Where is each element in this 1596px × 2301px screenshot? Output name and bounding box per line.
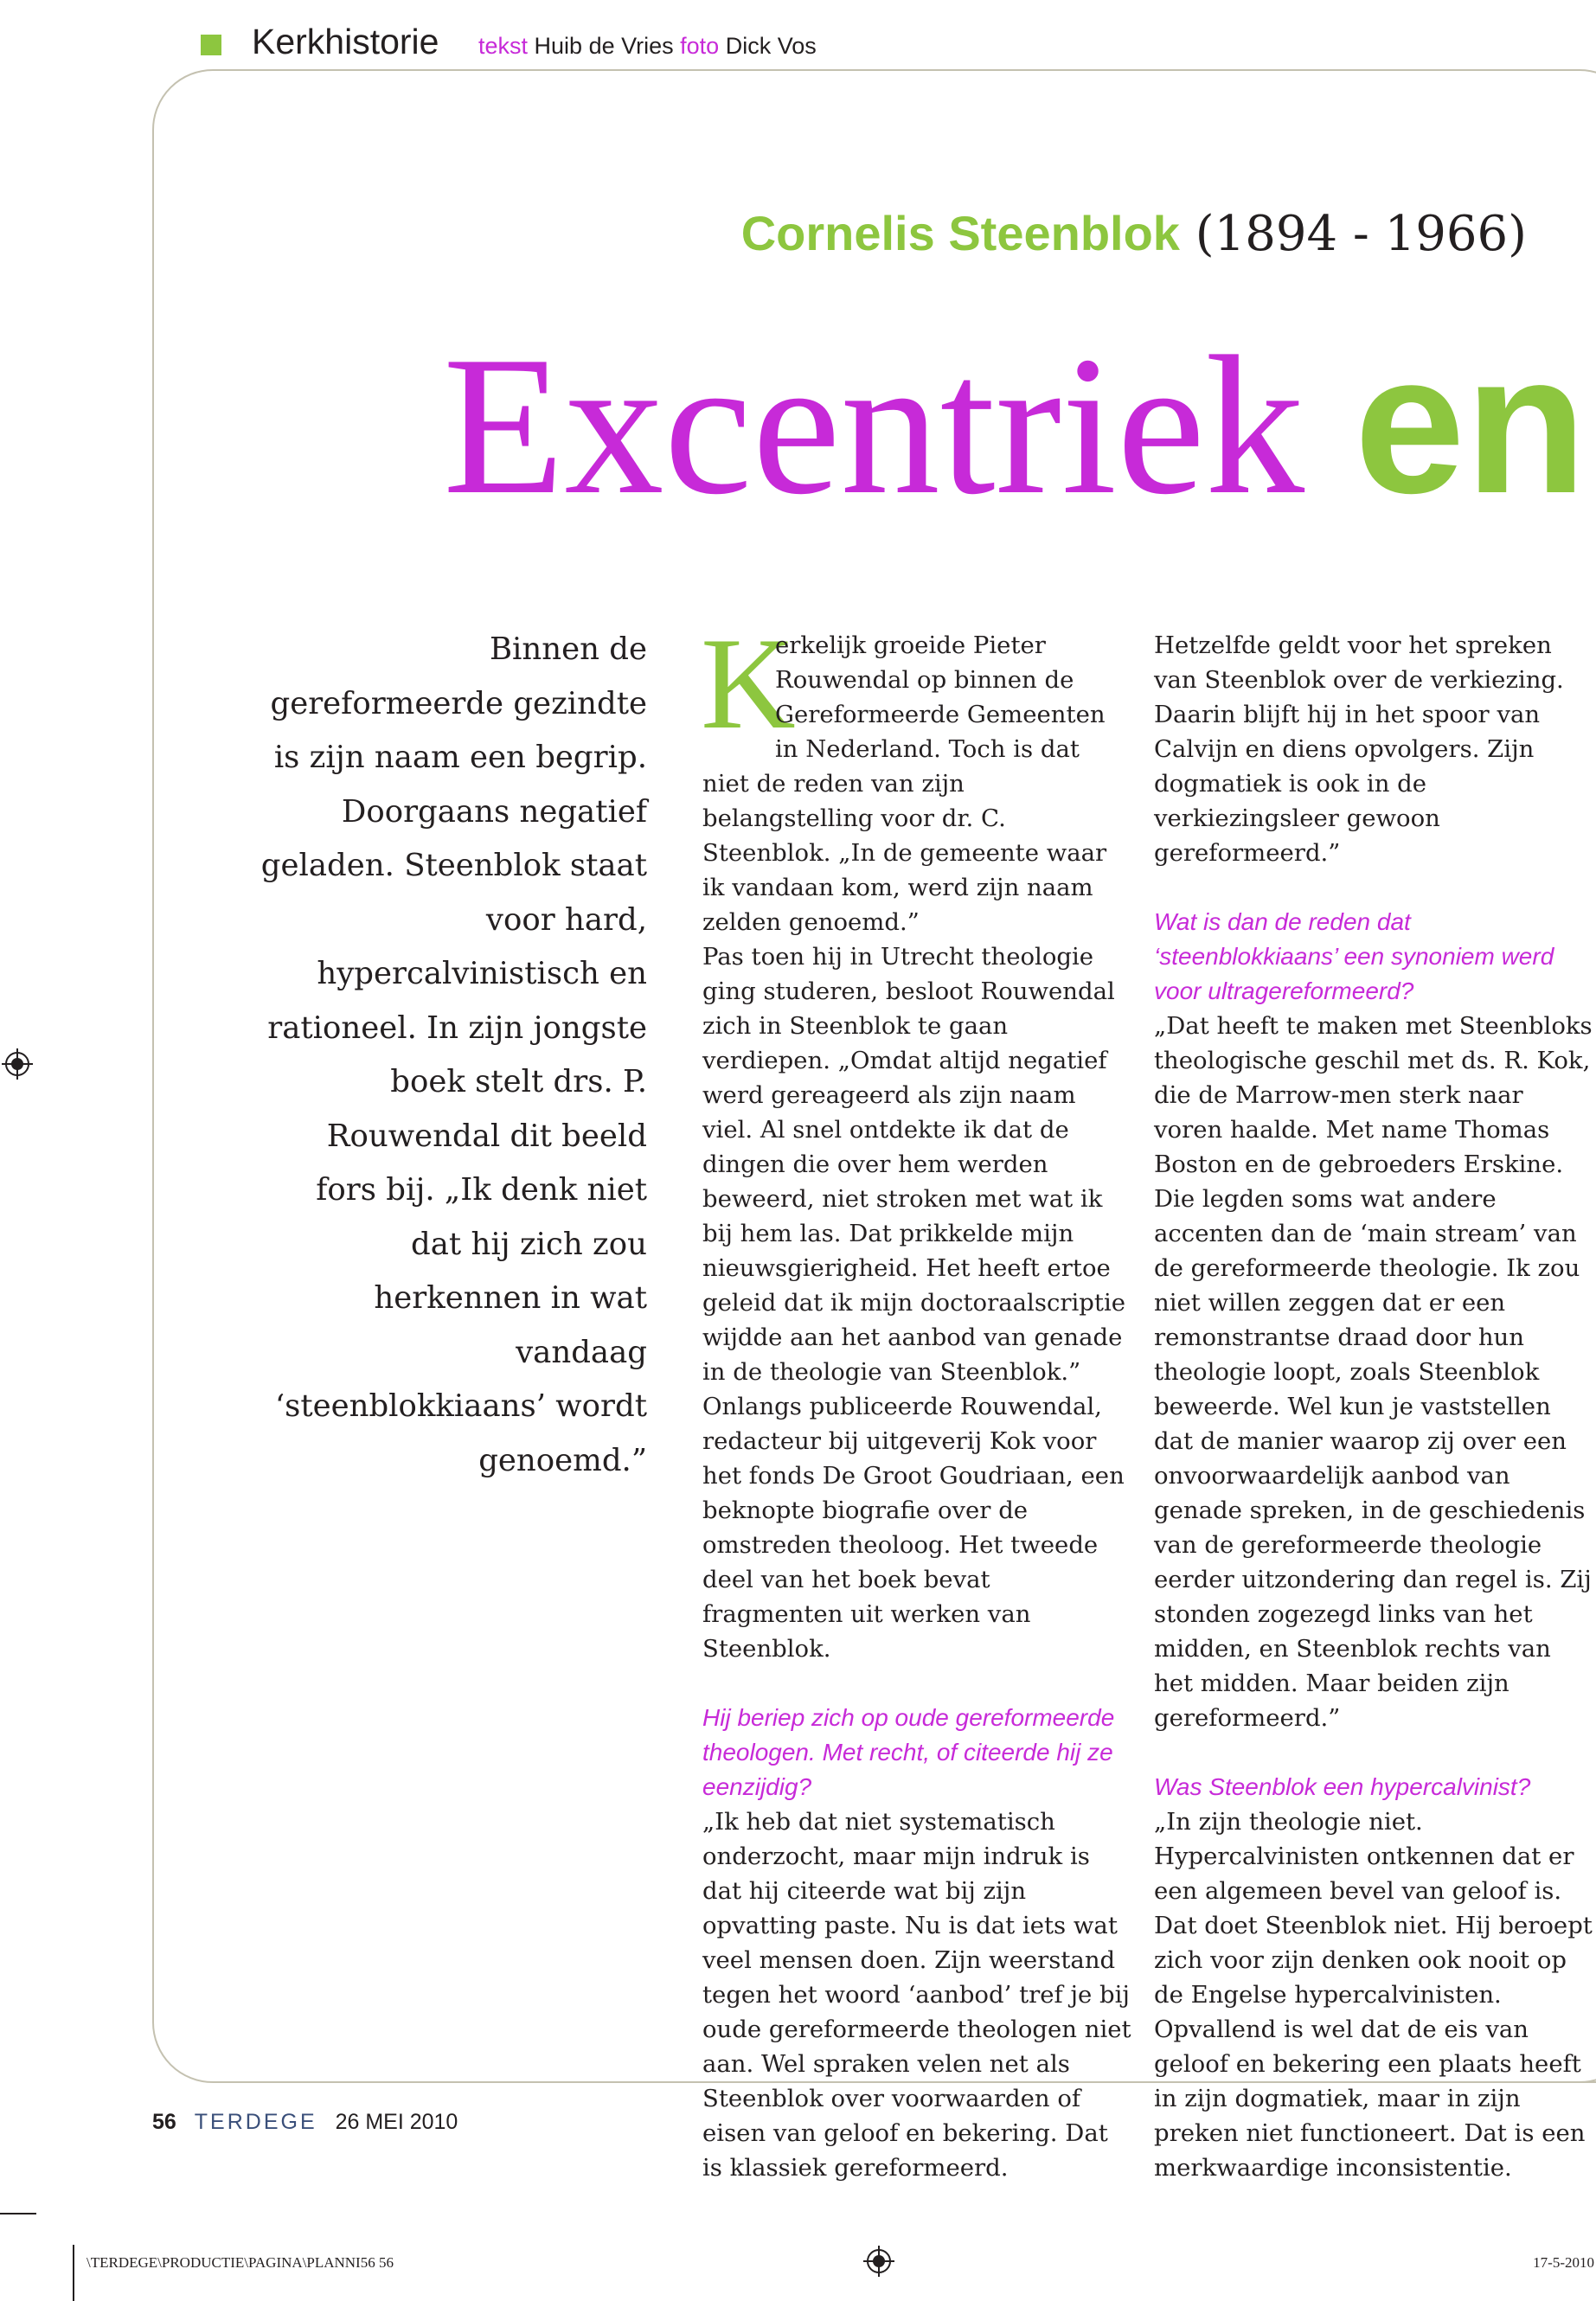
byline <box>478 29 817 62</box>
page-number: 56 <box>152 2110 176 2134</box>
page-footer <box>152 2107 458 2137</box>
magazine-name: TERDEGE <box>194 2110 317 2134</box>
drop-cap: K <box>701 611 796 756</box>
slug-date: 17-5-2010 <box>1533 2254 1594 2271</box>
paragraph: „Dat heeft te maken met Steenbloks theologische geschil met ds. R. Kok, die de Marrow-men sterk naar voren haalde. Met name Thomas Boston en de gebroeders Erskine. Die legden soms wat andere accenten dan de ‘main stream’ van de gereformeerde theologie. Ik zou niet willen zeggen dat er een remonstrantse draad door hun theologie loopt, zoals Steenblok beweerde. Wel kun je vaststellen dat de manier waarop zij over een onvoorwaardelijk aanbod van genade spreken, in de geschiedenis van de gereformeerde theologie eerder uitzondering dan regel is. Zij stonden zogezegd links van het midden, en Steenblok rechts van het midden. Maar beiden zijn gereformeerd.” <box>1154 1012 1593 1732</box>
registration-mark-icon <box>2 1048 33 1080</box>
paragraph: Onlangs publiceerde Rouwendal, redacteur bij uitgeverij Kok voor het fonds De Groot Goudriaan, een beknopte biografie over de omstreden theoloog. Het tweede deel van het boek bevat fragmenten uit werken van Steenblok. <box>702 1393 1125 1663</box>
interview-question: Hij beriep zich op oude gereformeerde theologen. Met recht, of citeerde hij ze eenzijdig? <box>702 1704 1115 1800</box>
article-column-2 <box>1154 628 1596 2185</box>
byline-photographer: Dick Vos <box>725 33 817 59</box>
intro-lead: Binnen de gereformeerde gezindte is zijn naam een begrip. Doorgaans negatief geladen. Steenblok staat voor hard, hypercalvinistisch en rationeel. In zijn jongste boek stelt drs. P. Rouwendal dit beeld fors bij. „Ik denk niet dat hij zich zou herkennen in wat vandaag ‘steenblokkiaans’ wordt genoemd.” <box>260 631 647 1478</box>
subject-name: Cornelis Steenblok <box>740 206 1180 260</box>
headline-tail: en <box>1354 312 1587 535</box>
section-marker <box>201 35 221 55</box>
interview-question: Wat is dan de reden dat ‘steenblokkiaans’ een synoniem werd voor ultragereformeerd? <box>1154 908 1554 1004</box>
paragraph: erkelijk groeide Pieter Rouwendal op binnen de Gereformeerde Gemeenten in Nederland. Toch is dat niet de reden van zijn belangstelling voor dr. C. Steenblok. „In de gemeente waar ik vandaan kom, werd zijn naam zelden genoemd.” <box>702 631 1107 936</box>
paragraph: „Ik heb dat niet systematisch onderzocht, maar mijn indruk is dat hij citeerde wat bij zijn opvatting paste. Nu is dat iets wat veel mensen doen. Zijn weerstand tegen het woord ‘aanbod’ tref je bij oude gereformeerde theologen niet aan. Wel spraken velen net als Steenblok over voorwaarden of eisen van geloof en bekering. Dat is klassiek gereformeerd. <box>702 1808 1131 2182</box>
byline-author: Huib de Vries <box>534 33 674 59</box>
byline-photo-label: foto <box>680 33 720 59</box>
headline-main: Excentriek <box>443 315 1305 535</box>
issue-date: 26 MEI 2010 <box>335 2110 458 2134</box>
crop-mark <box>73 2245 74 2301</box>
crop-mark <box>0 2213 36 2214</box>
subject-line <box>741 202 1527 266</box>
registration-mark-icon <box>863 2246 894 2277</box>
interview-question: Was Steenblok een hypercalvinist? <box>1154 1773 1531 1800</box>
byline-text-label: tekst <box>478 33 529 59</box>
headline <box>443 311 1586 538</box>
subject-years: (1894 - 1966) <box>1195 206 1527 262</box>
article-column-1 <box>701 611 1133 2185</box>
slug-file-path: \TERDEGE\PRODUCTIE\PAGINA\PLANNI56 56 <box>87 2254 394 2271</box>
paragraph: Hetzelfde geldt voor het spreken van Steenblok over de verkiezing. Daarin blijft hij in het spoor van Calvijn en diens opvolgers. Zijn dogmatiek is ook in de verkiezingsleer gewoon gereformeerd.” <box>1154 631 1564 867</box>
paragraph: „In zijn theologie niet. Hypercalvinisten ontkennen dat er een algemeen bevel van geloof is. Dat doet Steenblok niet. Hij beroept zich voor zijn denken ook nooit op de Engelse hypercalvinisten. Opvallend is wel dat de eis van geloof en bekering een plaats heeft in zijn dogmatiek, maar in zijn preken niet functioneert. Dat is een merkwaardige inconsistentie. <box>1154 1808 1593 2182</box>
paragraph: Pas toen hij in Utrecht theologie ging studeren, besloot Rouwendal zich in Steenblok te gaan verdiepen. „Omdat altijd negatief werd gereageerd als zijn naam viel. Al snel ontdekte ik dat de dingen die over hem werden beweerd, niet stroken met wat ik bij hem las. Dat prikkelde mijn nieuwsgierigheid. Het heeft ertoe geleid dat ik mijn doctoraalscriptie wijdde aan het aanbod van genade in de theologie van Steenblok.” <box>702 943 1126 1386</box>
section-title: Kerkhistorie <box>252 22 439 61</box>
